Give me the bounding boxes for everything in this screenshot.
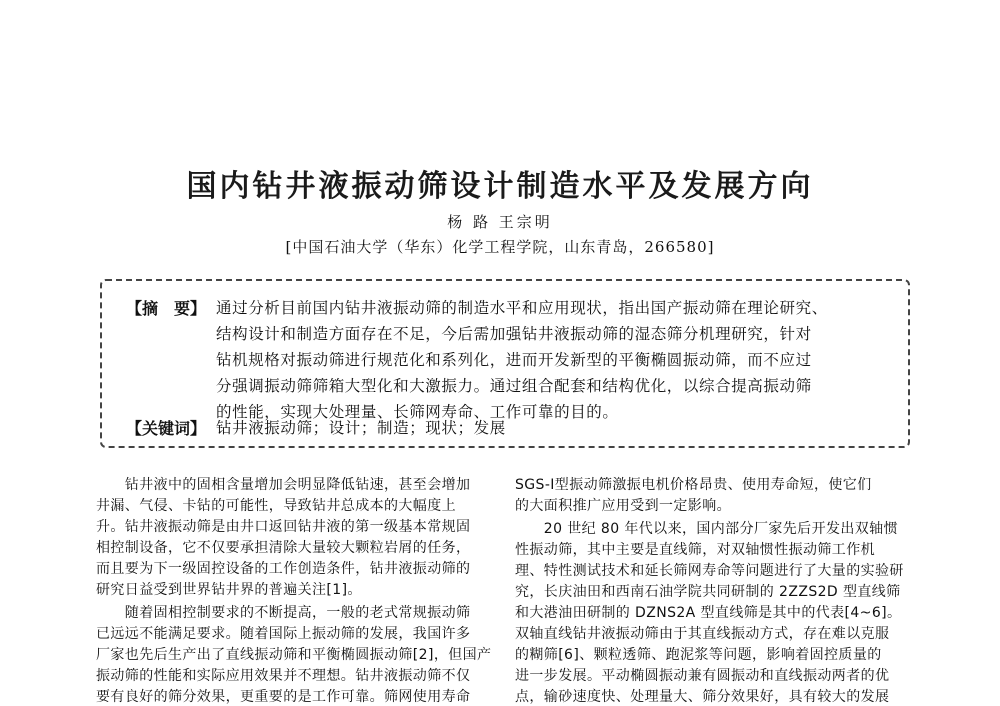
left-column-line: 研究日益受到世界钻井界的普遍关注[1]。 <box>96 582 362 598</box>
right-column-line: 的大面积推广应用受到一定影响。 <box>515 498 731 514</box>
right-column-line: 性振动筛，其中主要是直线筛，对双轴惯性振动筛工作机 <box>515 542 875 558</box>
keywords-label: 【关键词】 <box>126 419 207 438</box>
abstract-line: 分强调振动筛筛箱大型化和大激振力。通过组合配套和结构优化，以综合提高振动筛 <box>216 377 812 395</box>
abstract-line: 结构设计和制造方面存在不足，今后需加强钻井液振动筛的湿态筛分机理研究，针对 <box>216 325 812 343</box>
left-column-line: 振动筛的性能和实际应用效果并不理想。钻井液振动筛不仅 <box>96 668 471 684</box>
left-column-line: 而且要为下一级固控设备的工作创造条件，钻井液振动筛的 <box>96 561 471 577</box>
right-column-line: 和大港油田研制的 DZNS2A 型直线筛是其中的代表[4~6]。 <box>515 605 902 621</box>
left-column-line: 已远远不能满足要求。随着国际上振动筛的发展，我国许多 <box>96 626 471 642</box>
left-column-line: 钻井液中的固相含量增加会明显降低钻速，甚至会增加 <box>96 477 471 493</box>
left-column-line: 井漏、气侵、卡钻的可能性，导致钻井总成本的大幅度上 <box>96 498 456 514</box>
abstract-label: 【摘 要】 <box>126 299 207 318</box>
left-column-line: 升。钻井液振动筛是由井口返回钻井液的第一级基本常规固 <box>96 519 471 535</box>
right-column-line: 进一步发展。平动椭圆振动兼有圆振动和直线振动两者的优 <box>515 668 890 684</box>
paper-title: 国内钻井液振动筛设计制造水平及发展方向 <box>186 169 814 204</box>
abstract-line: 的性能，实现大处理量、长筛网寿命、工作可靠的目的。 <box>216 403 619 421</box>
left-column-line: 厂家也先后生产出了直线振动筛和平衡椭圆振动筛[2]，但国产 <box>96 647 492 663</box>
right-column-line: 20 世纪 80 年代以来，国内部分厂家先后开发出双轴惯 <box>515 521 898 537</box>
affiliation: [中国石油大学（华东）化学工程学院，山东青岛，266580] <box>285 238 715 256</box>
authors: 杨 路 王宗明 <box>447 213 553 231</box>
right-column-line: 双轴直线钻井液振动筛由于其直线振动方式，存在难以克服 <box>515 626 890 642</box>
left-column-line: 相控制设备，它不仅要承担清除大量较大颗粒岩屑的任务， <box>96 540 471 556</box>
left-column-line: 要有良好的筛分效果，更重要的是工作可靠。筛网使用寿命 <box>96 689 471 705</box>
abstract-line: 钻机规格对振动筛进行规范化和系列化，进而开发新型的平衡椭圆振动筛，而不应过 <box>216 351 812 369</box>
right-column-line: 点，输砂速度快、处理量大、筛分效果好，具有较大的发展 <box>515 689 890 705</box>
right-column-line: SGS-Ⅰ型振动筛激振电机价格昂贵、使用寿命短，使它们 <box>515 477 872 493</box>
right-column-line: 的糊筛[6]、颗粒透筛、跑泥浆等问题，影响着固控质量的 <box>515 647 882 663</box>
left-column-line: 随着固相控制要求的不断提高，一般的老式常规振动筛 <box>96 605 471 621</box>
keywords-text: 钻井液振动筛；设计；制造；现状；发展 <box>216 419 506 437</box>
right-column-line: 究，长庆油田和西南石油学院共同研制的 2ZZS2D 型直线筛 <box>515 584 901 600</box>
right-column-line: 理、特性测试技术和延长筛网寿命等问题进行了大量的实验研 <box>515 563 904 579</box>
abstract-line: 通过分析目前国内钻井液振动筛的制造水平和应用现状，指出国产振动筛在理论研究、 <box>216 299 828 317</box>
